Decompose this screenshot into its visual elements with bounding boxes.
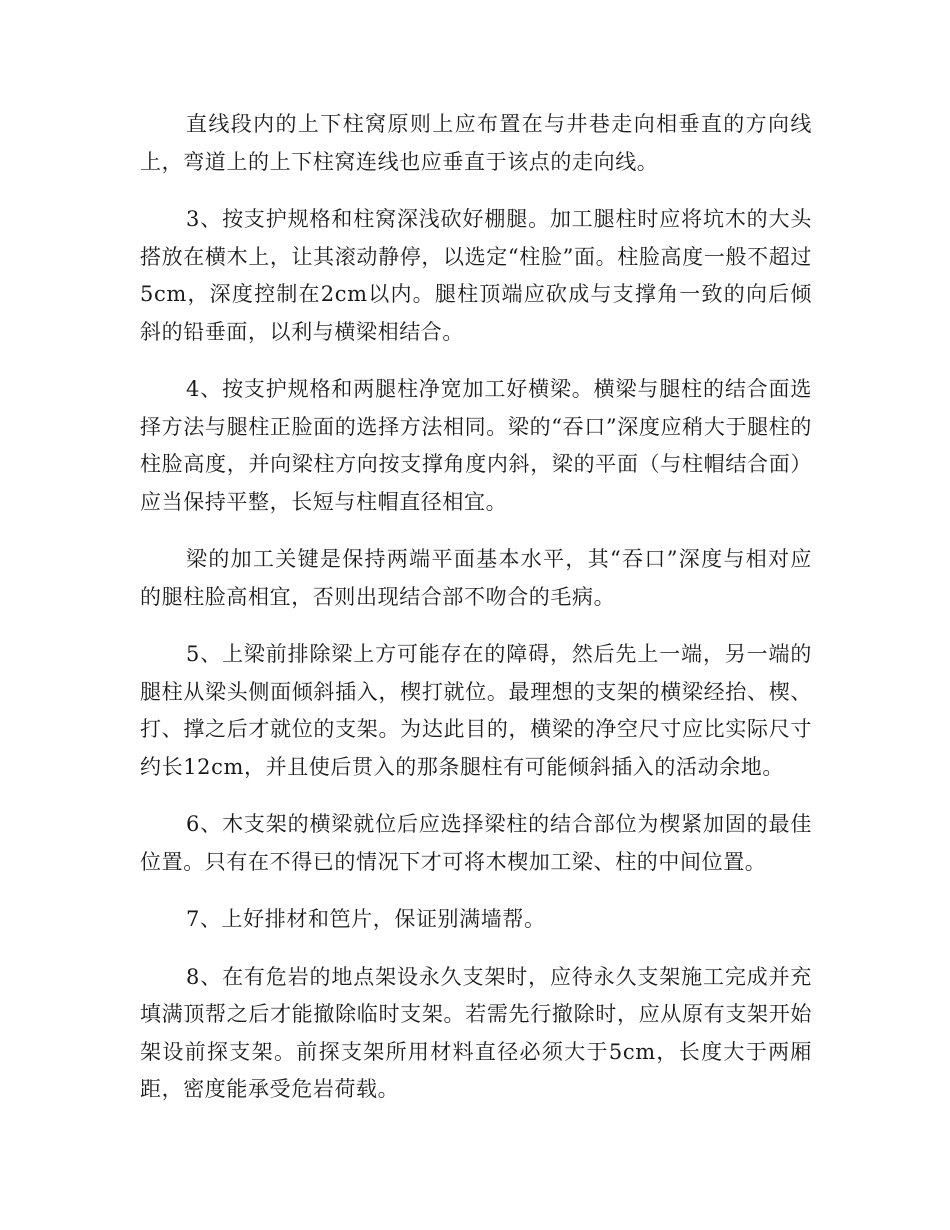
paragraph-step-8-dangerous-rock: 8、在有危岩的地点架设永久支架时，应待永久支架施工完成并充填满顶帮之后才能撤除临时支架。若需先行撤除时，应从原有支架开始架设前探支架。前探支架所用材料直径必须大于5cm，长度大于两厢距，密度能承受危岩荷载。 [140,964,812,1101]
paragraph-step-6-wedging-position: 6、木支架的横梁就位后应选择梁柱的结合部位为楔紧加固的最佳位置。只有在不得已的情况下才可将木楔加工梁、柱的中间位置。 [140,812,812,874]
paragraph-beam-processing-key: 梁的加工关键是保持两端平面基本水平，其“吞口”深度与相对应的腿柱脸高相宜，否则出现结合部不吻合的毛病。 [140,547,812,609]
paragraph-step-5-beam-installation: 5、上梁前排除梁上方可能存在的障碍，然后先上一端，另一端的腿柱从梁头侧面倾斜插入，楔打就位。最理想的支架的横梁经抬、楔、打、撑之后才就位的支架。为达此目的，横梁的净空尺寸应比实际尺寸约长12cm，并且使后贯入的那条腿柱有可能倾斜插入的活动余地。 [140,642,812,779]
document-body [140,106,812,1129]
paragraph-upper-lower-column-sockets: 直线段内的上下柱窝原则上应布置在与井巷走向相垂直的方向线上，弯道上的上下柱窝连线也应垂直于该点的走向线。 [140,112,812,174]
paragraph-step-3-leg-columns: 3、按支护规格和柱窝深浅砍好棚腿。加工腿柱时应将坑木的大头搭放在横木上，让其滚动静停，以选定“柱脸”面。柱脸高度一般不超过5cm，深度控制在2cm以内。腿柱顶端应砍成与支撑角一致的向后倾斜的铅垂面，以利与横梁相结合。 [140,207,812,344]
paragraph-step-4-crossbeam: 4、按支护规格和两腿柱净宽加工好横梁。横梁与腿柱的结合面选择方法与腿柱正脸面的选择方法相同。梁的“吞口”深度应稍大于腿柱的柱脸高度，并向梁柱方向按支撑角度内斜，梁的平面（与柱帽结合面）应当保持平整，长短与柱帽直径相宜。 [140,377,812,514]
paragraph-step-7-lagging: 7、上好排材和笆片，保证别满墙帮。 [186,907,546,931]
